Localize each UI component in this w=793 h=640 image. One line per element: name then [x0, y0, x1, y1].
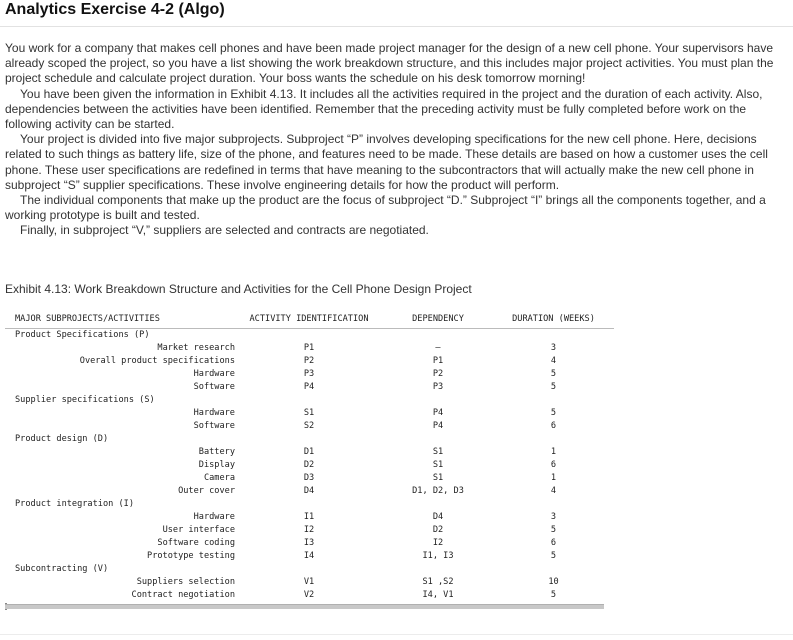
activity-id: I4	[303, 551, 315, 561]
paragraph: You have been given the information in Exhibit 4.13. It includes all the activities required in the project and the duration of each activity. Also, dependencies between the activities have been identified. Remember that the preceding activity must be fully completed before work on the following activity can be started.	[5, 86, 763, 132]
activity-id: D2	[303, 460, 315, 470]
subproject-name: Subcontracting (V)	[15, 564, 109, 574]
paragraph: Your project is divided into five major subprojects. Subproject “P” involves developing specifications for the new cell phone. Here, decisions related to such things as battery life, size of the phone, and features need to be made. These details are based on how a customer uses the cell phone. These user specifications are redefined in terms that have meaning to the subcontractors that will actually make the new cell phone in subproject “S” supplier specifications. These involve engineering details for how the product will perform.	[5, 132, 768, 192]
subproject-row	[5, 433, 614, 446]
activity-duration: 6	[550, 460, 557, 470]
activity-row	[5, 472, 614, 485]
activity-row	[5, 589, 614, 602]
activity-id: I1	[303, 512, 315, 522]
activity-id: V2	[303, 590, 315, 600]
activity-dependency: P4	[432, 408, 444, 418]
activity-id: P3	[303, 369, 315, 379]
activity-id: S2	[303, 421, 315, 431]
activity-duration: 3	[550, 512, 557, 522]
wbs-table-container	[5, 311, 604, 607]
activity-row	[5, 524, 614, 537]
activity-id: I2	[303, 525, 315, 535]
paragraph: You work for a company that makes cell phones and have been made project manager for the design of a new cell phone. Your supervisors have already scoped the project, so you have a list showing the work breakdown structure, and this includes major project activities. You must plan the project schedule and calculate project duration. Your boss wants the schedule on his desk tomorrow morning!	[5, 41, 774, 86]
exhibit-title: Exhibit 4.13: Work Breakdown Structure and Activities for the Cell Phone Design Project	[5, 282, 472, 296]
activity-id: V1	[303, 577, 315, 587]
activity-dependency: P3	[432, 382, 444, 392]
activity-name: Hardware	[193, 369, 235, 379]
wbs-table	[5, 311, 614, 602]
activity-row	[5, 537, 614, 550]
activity-row	[5, 407, 614, 420]
activity-duration: 1	[550, 473, 557, 483]
activity-duration: 5	[550, 590, 557, 600]
activity-dependency: D2	[432, 525, 444, 535]
activity-row	[5, 576, 614, 589]
activity-dependency: P4	[432, 421, 444, 431]
activity-name: Overall product specifications	[79, 356, 235, 366]
activity-duration: 1	[550, 447, 557, 457]
activity-name: Display	[198, 460, 235, 470]
activity-dependency: S1	[432, 447, 444, 457]
activity-duration: 5	[550, 551, 557, 561]
horizontal-scrollbar[interactable]	[5, 604, 604, 609]
activity-name: Contract negotiation	[131, 590, 235, 600]
activity-duration: 5	[550, 408, 557, 418]
activity-dependency: P1	[432, 356, 444, 366]
activity-id: D1	[303, 447, 315, 457]
activity-dependency: S1	[432, 460, 444, 470]
activity-row	[5, 459, 614, 472]
subproject-row	[5, 498, 614, 511]
activity-duration: 6	[550, 421, 557, 431]
table-body	[5, 329, 614, 603]
activity-name: Suppliers selection	[136, 577, 235, 587]
activity-name: Software	[193, 421, 235, 431]
activity-dependency: S1 ,S2	[422, 577, 454, 587]
activity-name: Battery	[198, 447, 235, 457]
activity-row	[5, 485, 614, 498]
title-divider	[0, 26, 793, 27]
subproject-name: Supplier specifications (S)	[15, 395, 155, 405]
activity-name: Software	[193, 382, 235, 392]
activity-row	[5, 446, 614, 459]
paragraph: The individual components that make up the product are the focus of subproject “D.” Subproject “I” brings all the components together, and a working prototype is built and tested.	[5, 193, 766, 223]
activity-name: Camera	[203, 473, 235, 483]
activity-row	[5, 342, 614, 355]
subproject-name: Product Specifications (P)	[15, 330, 150, 340]
activity-row	[5, 420, 614, 433]
paragraph: Finally, in subproject “V,” suppliers are selected and contracts are negotiated.	[20, 223, 429, 238]
activity-duration: 5	[550, 525, 557, 535]
activity-duration: 10	[548, 577, 559, 587]
table-header-row	[5, 311, 614, 329]
activity-dependency: I2	[432, 538, 444, 548]
activity-name: Hardware	[193, 512, 235, 522]
header-activity-id: ACTIVITY IDENTIFICATION	[235, 311, 383, 329]
activity-row	[5, 368, 614, 381]
activity-dependency: I4, V1	[422, 590, 454, 600]
activity-name: Market research	[157, 343, 235, 353]
subproject-row	[5, 394, 614, 407]
activity-id: D4	[303, 486, 315, 496]
activity-name: User interface	[162, 525, 235, 535]
activity-duration: 4	[550, 356, 557, 366]
activity-dependency: –	[435, 343, 441, 353]
activity-name: Prototype testing	[147, 551, 235, 561]
page-title: Analytics Exercise 4-2 (Algo)	[5, 1, 225, 18]
subproject-row	[5, 563, 614, 576]
activity-duration: 6	[550, 538, 557, 548]
exercise-description	[5, 41, 775, 239]
subproject-row	[5, 329, 614, 343]
activity-duration: 5	[550, 382, 557, 392]
activity-name: Software coding	[157, 538, 235, 548]
activity-dependency: D4	[432, 512, 444, 522]
activity-duration: 5	[550, 369, 557, 379]
activity-id: P4	[303, 382, 315, 392]
activity-id: D3	[303, 473, 315, 483]
header-dependency: DEPENDENCY	[383, 311, 493, 329]
activity-id: P1	[303, 343, 315, 353]
subproject-name: Product integration (I)	[15, 499, 134, 509]
activity-id: S1	[303, 408, 315, 418]
activity-row	[5, 355, 614, 368]
activity-dependency: D1, D2, D3	[412, 486, 464, 496]
bottom-divider	[0, 634, 793, 635]
activity-row	[5, 511, 614, 524]
activity-duration: 3	[550, 343, 557, 353]
activity-dependency: P2	[432, 369, 444, 379]
activity-row	[5, 381, 614, 394]
activity-dependency: S1	[432, 473, 444, 483]
activity-row	[5, 550, 614, 563]
subproject-name: Product design (D)	[15, 434, 109, 444]
activity-dependency: I1, I3	[422, 551, 454, 561]
header-duration: DURATION (WEEKS)	[493, 311, 614, 329]
activity-id: I3	[303, 538, 315, 548]
activity-name: Outer cover	[178, 486, 235, 496]
header-subprojects: MAJOR SUBPROJECTS/ACTIVITIES	[5, 311, 235, 329]
activity-duration: 4	[550, 486, 557, 496]
activity-id: P2	[303, 356, 315, 366]
activity-name: Hardware	[193, 408, 235, 418]
